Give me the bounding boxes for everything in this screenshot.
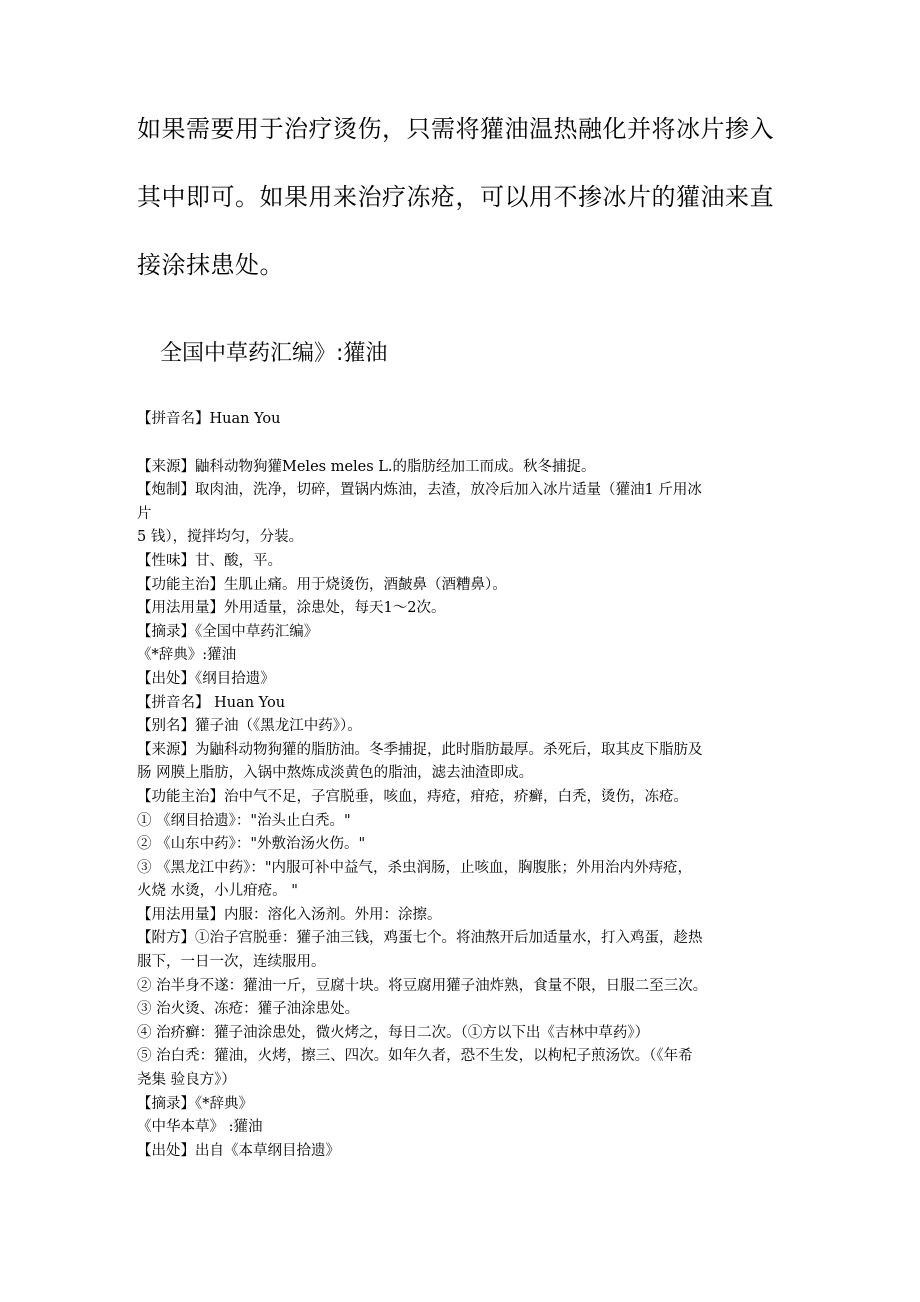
entry-line: 服下，一日一次，连续服用。 [137,954,326,971]
entry-line: 《中华本草》 :獾油 [137,1119,263,1136]
entry-line: 【出处】《纲目拾遗》 [137,670,275,687]
entry-line: ① 《纲目拾遗》："治头止白秃。" [137,812,351,829]
intro-paragraph [137,95,797,299]
entry-line: ② 治半身不遂：獾油一斤，豆腐十块。将豆腐用獾子油炸熟，食量不限，日服二至三次。 [137,977,708,994]
entry-line: 5 钱），搅拌均匀，分装。 [137,529,304,546]
entry-line: ④ 治疥癣：獾子油涂患处，微火烤之，每日二次。（①方以下出《吉林中草药》） [137,1024,650,1041]
entry-line: 《*辞典》:獾油 [137,647,237,664]
entry-line: 【别名】獾子油（《黑龙江中药》）。 [137,718,362,735]
entry-line: 【用法用量】外用适量，涂患处，每天1～2次。 [137,600,446,617]
entry-line: 【炮制】取肉油，洗净，切碎，置锅内炼油，去渣，放冷后加入冰片适量（獾油1 斤用冰 [137,482,702,499]
entry-line: 片 [137,505,152,522]
entry-line: 【拼音名】Huan You [137,411,281,427]
entry-line: ③ 治火烫、冻疮：獾子油涂患处。 [137,1001,360,1018]
entry-line: 【性味】甘、酸，平。 [137,552,282,569]
entry-line: ⑤ 治白秃：獾油，火烤，擦三、四次。如年久者，恐不生发，以枸杞子煎汤饮。（《年希 [137,1048,693,1065]
entry-line [137,432,793,456]
entry-line: ③ 《黑龙江中药》："内服可补中益气，杀虫润肠，止咳血，胸腹胀；外用治内外痔疮， [137,859,693,876]
entry-line: 【来源】为鼬科动物狗獾的脂肪油。冬季捕捉，此时脂肪最厚。杀死后，取其皮下脂肪及 [137,741,703,758]
entry-line: 【来源】鼬科动物狗獾Meles meles L.的脂肪经加工而成。秋冬捕捉。 [137,458,596,475]
entry-line: 【摘录】《全国中草药汇编》 [137,623,319,640]
section-title: 全国中草药汇编》:獾油 [160,341,388,366]
entry-line: 【附方】①治子宫脱垂：獾子油三钱，鸡蛋七个。将油熬开后加适量水，打入鸡蛋，趁热 [137,930,703,947]
intro-line: 接涂抹患处。 [137,251,284,279]
entry-line: 【功能主治】生肌止痛。用于烧烫伤，酒皶鼻（酒糟鼻）。 [137,576,507,593]
entry-line: 肠 网膜上脂肪，入锅中熬炼成淡黄色的脂油，滤去油渣即成。 [137,765,534,782]
entry-line: 【摘录】《*辞典》 [137,1095,253,1112]
entry-line: 【功能主治】治中气不足，子宫脱垂，咳血，痔疮，疳疮，疥癣，白秃，烫伤，冻疮。 [137,788,688,805]
entry-list [137,408,793,1163]
entry-line: 【拼音名】 Huan You [137,694,286,711]
entry-line: 【出处】出自《本草纲目拾遗》 [137,1142,340,1159]
entry-line: 尧集 验良方》） [137,1072,236,1089]
intro-line: 其中即可。如果用来治疗冻疮，可以用不掺冰片的獾油来直 [137,183,774,211]
entry-line: 【用法用量】内服：溶化入汤剂。外用：涂擦。 [137,906,442,923]
intro-line: 如果需要用于治疗烫伤，只需将獾油温热融化并将冰片掺入 [137,115,774,143]
entry-line: 火烧 水烫，小儿疳疮。 " [137,883,298,900]
entry-line: ② 《山东中药》："外敷治汤火伤。" [137,836,366,853]
